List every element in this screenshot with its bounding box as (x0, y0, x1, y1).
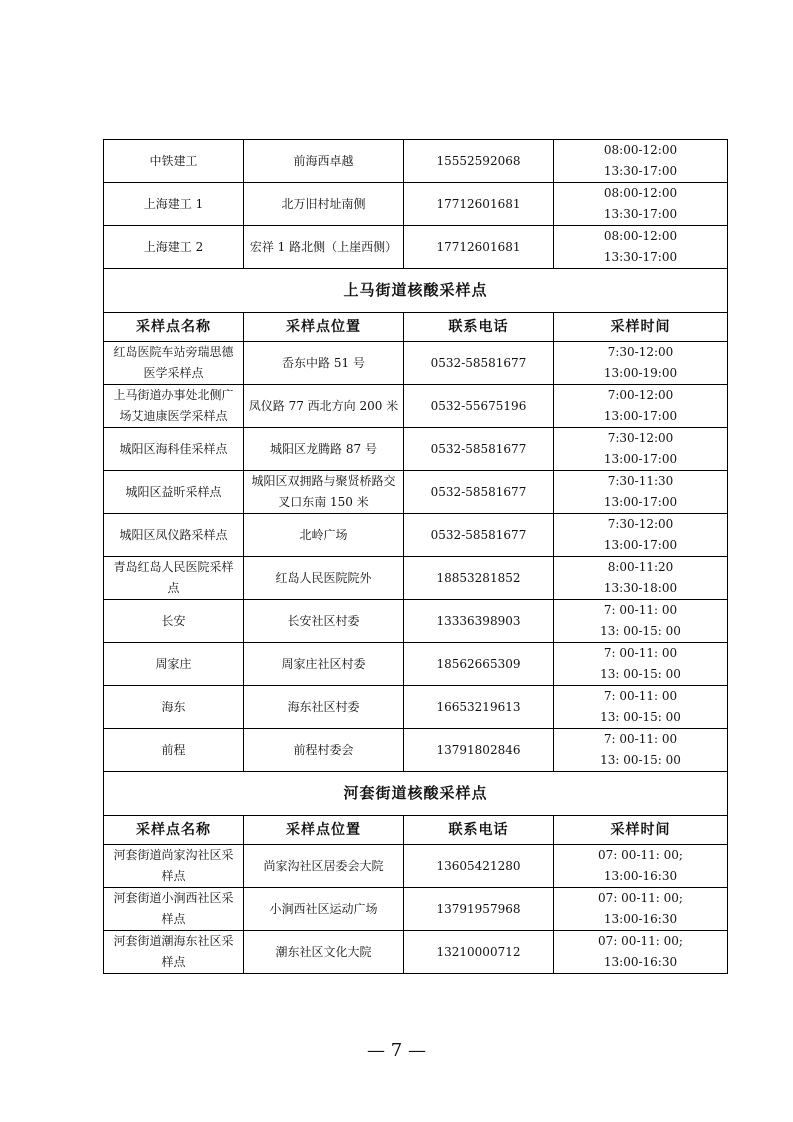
column-header-phone: 联系电话 (404, 816, 554, 845)
time-line: 13:00-17:00 (603, 452, 678, 466)
time-line: 08:00-12:00 (603, 229, 678, 243)
site-location-cell: 前程村委会 (244, 729, 404, 772)
time-line: 13:00-17:00 (603, 538, 678, 552)
time-line: 13:30-17:00 (603, 207, 678, 221)
table-row (104, 428, 728, 471)
site-name-cell: 城阳区海科佳采样点 (104, 428, 244, 471)
time-line: 13: 00-15: 00 (600, 753, 681, 767)
site-name-cell: 中铁建工 (104, 140, 244, 183)
table-row (104, 931, 728, 974)
time-line: 07: 00-11: 00; (598, 934, 683, 948)
sampling-time-cell (554, 686, 728, 729)
site-name-cell: 上马街道办事处北侧广场艾迪康医学采样点 (104, 385, 244, 428)
column-header-phone: 联系电话 (404, 313, 554, 342)
section-title: 河套街道核酸采样点 (104, 772, 728, 816)
phone-cell: 16653219613 (404, 686, 554, 729)
sampling-points-table (103, 139, 728, 974)
site-name-cell: 上海建工 1 (104, 183, 244, 226)
phone-cell: 13336398903 (404, 600, 554, 643)
sampling-time-cell (554, 342, 728, 385)
sampling-time-cell (554, 514, 728, 557)
site-name-cell: 青岛红岛人民医院采样点 (104, 557, 244, 600)
table-row (104, 888, 728, 931)
site-location-cell: 岙东中路 51 号 (244, 342, 404, 385)
page-number: — 7 — (367, 1040, 426, 1061)
time-line: 13: 00-15: 00 (600, 667, 681, 681)
sampling-time-cell (554, 471, 728, 514)
column-header-time: 采样时间 (554, 313, 728, 342)
column-header-name: 采样点名称 (104, 313, 244, 342)
sampling-time-cell (554, 385, 728, 428)
phone-cell: 13791802846 (404, 729, 554, 772)
site-name-cell: 城阳区凤仪路采样点 (104, 514, 244, 557)
time-line: 13:30-17:00 (603, 164, 678, 178)
table-row (104, 385, 728, 428)
section-title: 上马街道核酸采样点 (104, 269, 728, 313)
site-location-cell: 城阳区双拥路与聚贤桥路交叉口东南 150 米 (244, 471, 404, 514)
site-name-cell: 城阳区益昕采样点 (104, 471, 244, 514)
time-line: 7:30-12:00 (607, 517, 674, 531)
time-line: 7:30-12:00 (607, 345, 674, 359)
time-line: 13:00-17:00 (603, 409, 678, 423)
site-name-cell: 长安 (104, 600, 244, 643)
time-line: 07: 00-11: 00; (598, 891, 683, 905)
sampling-time-cell (554, 845, 728, 888)
sampling-time-cell (554, 931, 728, 974)
time-line: 13:30-18:00 (603, 581, 678, 595)
phone-cell: 0532-58581677 (404, 471, 554, 514)
column-header-name: 采样点名称 (104, 816, 244, 845)
time-line: 7: 00-11: 00 (603, 732, 678, 746)
table-row (104, 342, 728, 385)
table-body (104, 140, 728, 974)
site-location-cell: 潮东社区文化大院 (244, 931, 404, 974)
site-location-cell: 凤仪路 77 西北方向 200 米 (244, 385, 404, 428)
phone-cell: 18562665309 (404, 643, 554, 686)
phone-cell: 13210000712 (404, 931, 554, 974)
site-location-cell: 北万旧村址南侧 (244, 183, 404, 226)
site-location-cell: 长安社区村委 (244, 600, 404, 643)
sampling-time-cell (554, 428, 728, 471)
time-line: 13:00-16:30 (603, 869, 678, 883)
header-row (104, 313, 728, 342)
time-line: 08:00-12:00 (603, 143, 678, 157)
site-name-cell: 河套街道潮海东社区采样点 (104, 931, 244, 974)
table-row (104, 183, 728, 226)
time-line: 13:00-16:30 (603, 912, 678, 926)
site-name-cell: 上海建工 2 (104, 226, 244, 269)
column-header-location: 采样点位置 (244, 313, 404, 342)
sampling-time-cell (554, 729, 728, 772)
table-row (104, 600, 728, 643)
section-title-row (104, 269, 728, 313)
sampling-time-cell (554, 226, 728, 269)
site-name-cell: 海东 (104, 686, 244, 729)
phone-cell: 13605421280 (404, 845, 554, 888)
sampling-time-cell (554, 600, 728, 643)
table-row (104, 686, 728, 729)
time-line: 13: 00-15: 00 (600, 710, 681, 724)
phone-cell: 15552592068 (404, 140, 554, 183)
site-location-cell: 海东社区村委 (244, 686, 404, 729)
time-line: 7:00-12:00 (607, 388, 674, 402)
time-line: 07: 00-11: 00; (598, 848, 683, 862)
time-line: 7: 00-11: 00 (603, 603, 678, 617)
time-line: 08:00-12:00 (603, 186, 678, 200)
phone-cell: 18853281852 (404, 557, 554, 600)
column-header-location: 采样点位置 (244, 816, 404, 845)
site-location-cell: 城阳区龙腾路 87 号 (244, 428, 404, 471)
time-line: 7: 00-11: 00 (603, 689, 678, 703)
site-name-cell: 河套街道尚家沟社区采样点 (104, 845, 244, 888)
time-line: 13:00-16:30 (603, 955, 678, 969)
table-row (104, 471, 728, 514)
section-title-row (104, 772, 728, 816)
phone-cell: 17712601681 (404, 226, 554, 269)
header-row (104, 816, 728, 845)
sampling-time-cell (554, 557, 728, 600)
time-line: 13:30-17:00 (603, 250, 678, 264)
phone-cell: 0532-58581677 (404, 514, 554, 557)
site-location-cell: 小涧西社区运动广场 (244, 888, 404, 931)
time-line: 7:30-12:00 (607, 431, 674, 445)
time-line: 8:00-11:20 (607, 560, 674, 574)
phone-cell: 0532-58581677 (404, 428, 554, 471)
phone-cell: 0532-58581677 (404, 342, 554, 385)
column-header-time: 采样时间 (554, 816, 728, 845)
time-line: 13: 00-15: 00 (600, 624, 681, 638)
sampling-time-cell (554, 140, 728, 183)
phone-cell: 13791957968 (404, 888, 554, 931)
site-location-cell: 北岭广场 (244, 514, 404, 557)
time-line: 13:00-17:00 (603, 495, 678, 509)
site-name-cell: 河套街道小涧西社区采样点 (104, 888, 244, 931)
site-location-cell: 宏祥 1 路北侧（上崖西侧） (244, 226, 404, 269)
table-row (104, 140, 728, 183)
sampling-time-cell (554, 888, 728, 931)
site-location-cell: 尚家沟社区居委会大院 (244, 845, 404, 888)
table-row (104, 557, 728, 600)
site-name-cell: 周家庄 (104, 643, 244, 686)
site-location-cell: 周家庄社区村委 (244, 643, 404, 686)
time-line: 7: 00-11: 00 (603, 646, 678, 660)
site-location-cell: 红岛人民医院院外 (244, 557, 404, 600)
site-location-cell: 前海西卓越 (244, 140, 404, 183)
site-name-cell: 前程 (104, 729, 244, 772)
table-row (104, 514, 728, 557)
table-row (104, 845, 728, 888)
phone-cell: 0532-55675196 (404, 385, 554, 428)
site-name-cell: 红岛医院车站旁瑞思德医学采样点 (104, 342, 244, 385)
sampling-time-cell (554, 183, 728, 226)
sampling-time-cell (554, 643, 728, 686)
phone-cell: 17712601681 (404, 183, 554, 226)
table-row (104, 226, 728, 269)
table-row (104, 729, 728, 772)
time-line: 13:00-19:00 (603, 366, 678, 380)
table-row (104, 643, 728, 686)
time-line: 7:30-11:30 (607, 474, 674, 488)
